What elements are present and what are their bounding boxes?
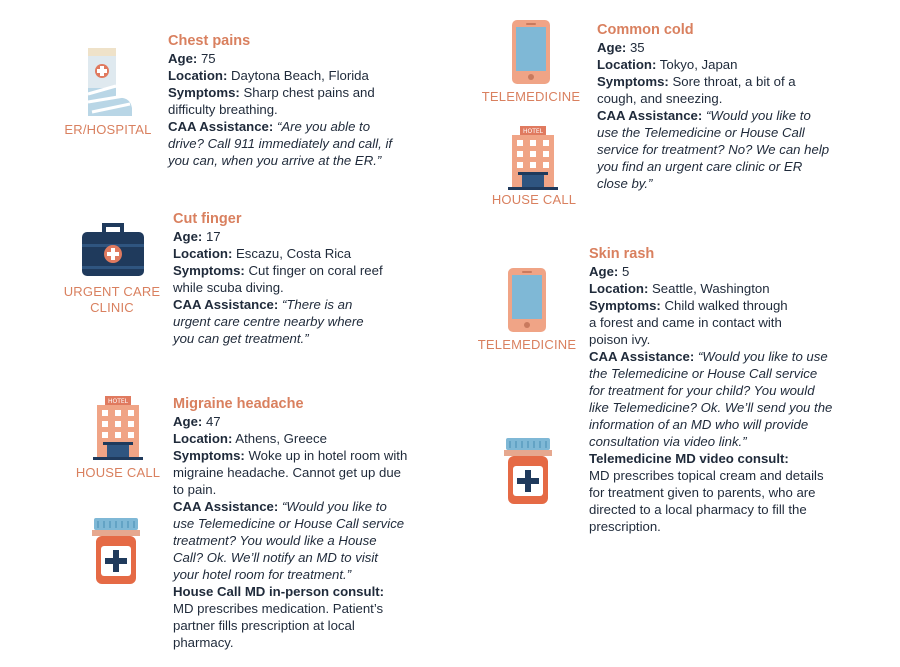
telemedicine-label: TELEMEDICINE <box>477 337 577 352</box>
prescription-bottle-icon <box>90 518 142 586</box>
hotel-icon <box>508 126 558 190</box>
leg-cast-icon <box>80 46 136 118</box>
house-call-label: HOUSE CALL <box>75 465 161 480</box>
smartphone-icon <box>512 20 550 84</box>
case-migraine-headache: Migraine headache Age: 47 Location: Athens, Greece Symptoms: Woke up in hotel room with migraine headache. Cannot get up due to pain. CAA Assistance: “Would you like to use Telemedicine or House Call service treatment? You would like a House Call? Ok. We’ll notify an MD to visit your hotel room for treatment.” House Call MD in-person consult: MD prescribes medication. Patient’s partner fills prescription at local pharmacy. <box>173 395 433 651</box>
urgent-care-label-line2: CLINIC <box>90 300 134 315</box>
case-common-cold: Common cold Age: 35 Location: Tokyo, Japan Symptoms: Sore throat, a bit of a cough, and sneezing. CAA Assistance: “Would you like to use the Telemedicine or House Call service for treatment? No? We can help you find an urgent care clinic or ER close by.” <box>597 21 867 192</box>
urgent-care-label-line1: URGENT CARE <box>63 284 161 299</box>
case-title: Migraine headache <box>173 396 304 412</box>
telemedicine-label: TELEMEDICINE <box>481 89 581 104</box>
er-hospital-label: ER/HOSPITAL <box>64 122 152 137</box>
hotel-icon <box>93 396 143 460</box>
house-call-label: HOUSE CALL <box>491 192 577 207</box>
prescription-bottle-icon <box>502 438 554 506</box>
smartphone-icon <box>508 268 546 332</box>
svg-text:HOTEL: HOTEL <box>107 398 129 405</box>
case-skin-rash: Skin rash Age: 5 Location: Seattle, Washington Symptoms: Child walked through a forest and came in contact with poison ivy. CAA Assistance: “Would you like to use the Telemedicine or House Call service for treatment for your child? You would like Telemedicine? Ok. We’ll send you the information of an MD who will provide consultation via video link.” Telemedicine MD video consult: MD prescribes topical cream and details for treatment given to parents, who are directed to a local pharmacy to fill the prescription. <box>589 245 879 535</box>
case-chest-pains: Chest pains Age: 75 Location: Daytona Beach, Florida Symptoms: Sharp chest pains and difficulty breathing. CAA Assistance: “Are you able to drive? Call 911 immediately and call, if you can, when you arrive at the ER.” <box>168 32 418 169</box>
medical-bag-icon <box>80 222 146 278</box>
case-cut-finger: Cut finger Age: 17 Location: Escazu, Costa Rica Symptoms: Cut finger on coral reef while scuba diving. CAA Assistance: “There is an urgent care centre nearby where you can get treatment.” <box>173 210 423 347</box>
case-title: Chest pains <box>168 33 251 49</box>
case-title: Skin rash <box>589 246 655 262</box>
case-title: Cut finger <box>173 211 242 227</box>
case-title: Common cold <box>597 22 694 38</box>
svg-text:HOTEL: HOTEL <box>522 128 544 135</box>
